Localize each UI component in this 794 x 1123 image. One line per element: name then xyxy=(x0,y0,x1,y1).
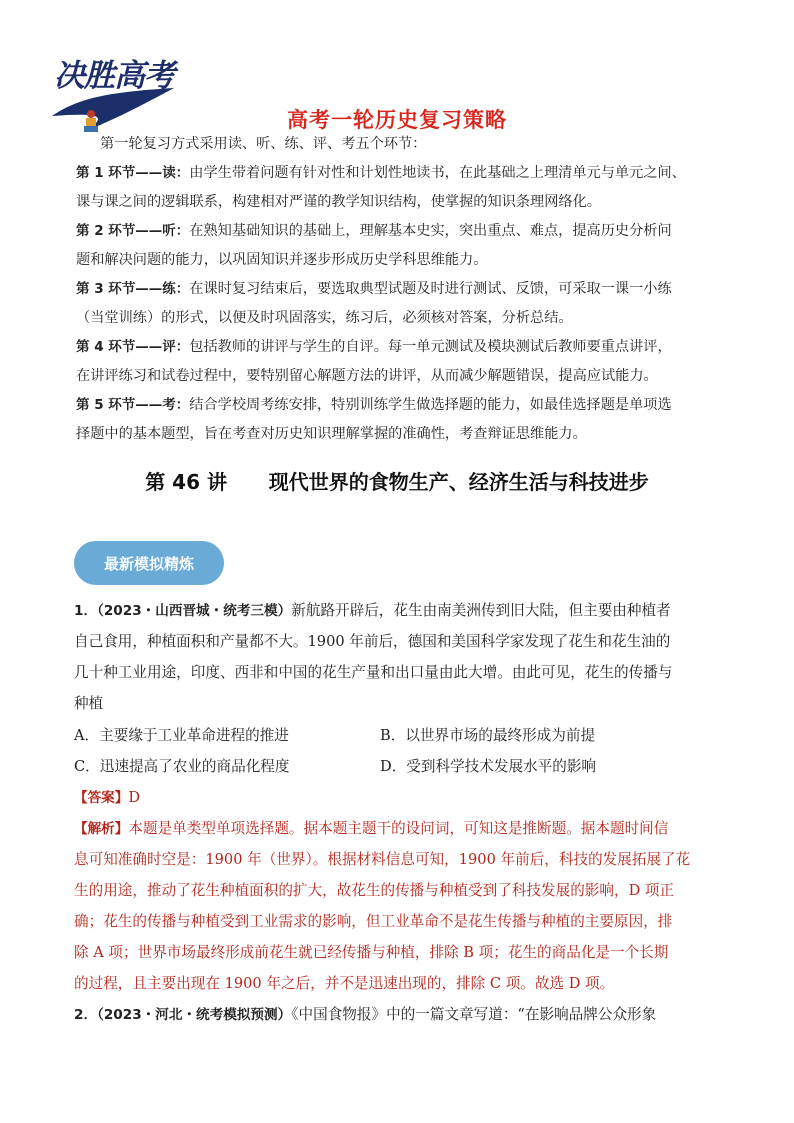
step-2-line-1: 第 2 环节——听：在熟知基础知识的基础上，理解基本史实，突出重点、难点，提高历史分析问 xyxy=(76,223,672,239)
q1-answer-label: 【答案】 xyxy=(74,790,129,806)
q1-analysis-line-5: 除 A 项；世界市场最终形成前花生就已经传播与种植，排除 B 项；花生的商品化是一个长期 xyxy=(74,944,669,961)
step-2-line-2: 题和解决问题的能力，以巩固知识并逐步形成历史学科思维能力。 xyxy=(76,252,488,268)
q1-analysis-line-1: 【解析】本题是单类型单项选择题。据本题主题干的设问词，可知这是推断题。据本题时间信 xyxy=(74,820,669,837)
q1-analysis-label: 【解析】 xyxy=(74,821,129,837)
q1-analysis-line-6: 的过程，且主要出现在 1900 年之后，并不是迅速出现的，排除 C 项。故选 D 项。 xyxy=(74,975,615,992)
step-3-line-2: （当堂训练）的形式，以便及时巩固落实，练习后，必须核对答案，分析总结。 xyxy=(76,310,573,326)
step-4-line-1: 第 4 环节——评：包括教师的讲评与学生的自评。每一单元测试及模块测试后教师要重点讲评， xyxy=(76,339,672,355)
step-1-label: 第 1 环节——读： xyxy=(76,165,190,181)
q1-answer-value: D xyxy=(128,789,141,806)
q1-analysis-line-4: 确；花生的传播与种植受到工业需求的影响，但工业革命不是花生传播与种植的主要原因，排 xyxy=(74,913,673,930)
q1-line-4: 种植 xyxy=(74,695,104,712)
q1-option-a: A．主要缘于工业革命进程的推进 xyxy=(74,727,289,744)
logo-text: 决胜高考 xyxy=(54,58,174,94)
lecture-title: 第 46 讲 现代世界的食物生产、经济生活与科技进步 xyxy=(145,470,649,494)
section-pill: 最新模拟精炼 xyxy=(74,541,224,585)
step-3-label: 第 3 环节——练： xyxy=(76,281,190,297)
step-4-label: 第 4 环节——评： xyxy=(76,339,190,355)
q1-answer xyxy=(74,782,724,814)
q1-option-b: B．以世界市场的最终形成为前提 xyxy=(380,727,596,744)
page-title: 高考一轮历史复习策略 xyxy=(287,108,507,132)
step-1-line-2: 课与课之间的逻辑联系，构建相对严谨的教学知识结构，使掌握的知识条理网络化。 xyxy=(76,194,601,210)
q1-analysis-line-2: 息可知准确时空是：1900 年（世界）。根据材料信息可知，1900 年前后，科技的发展拓展了花 xyxy=(74,851,691,868)
q1-line-2: 自己食用，种植面积和产量都不大。1900 年前后，德国和美国科学家发现了花生和花生油的 xyxy=(74,633,671,650)
intro-text: 第一轮复习方式采用读、听、练、评、考五个环节： xyxy=(100,136,427,152)
step-5-line-2: 择题中的基本题型，旨在考查对历史知识理解掌握的准确性，考查辩证思维能力。 xyxy=(76,426,587,442)
q2-line-1: 2．（2023・河北・统考模拟预测）《中国食物报》中的一篇文章写道：“在影响品牌公众形象 xyxy=(74,1006,657,1023)
q2-source: 2．（2023・河北・统考模拟预测） xyxy=(74,1007,292,1023)
step-3-line-1: 第 3 环节——练：在课时复习结束后，要选取典型试题及时进行测试、反馈，可采取一课一小练 xyxy=(76,281,672,297)
step-5-line-1: 第 5 环节——考：结合学校周考练安排，特别训练学生做选择题的能力，如最佳选择题是单项选 xyxy=(76,397,672,413)
q1-source: 1．（2023・山西晋城・统考三模） xyxy=(74,603,292,619)
step-4-line-2: 在讲评练习和试卷过程中，要特别留心解题方法的讲评，从而减少解题错误，提高应试能力。 xyxy=(76,368,658,384)
q1-line-1: 1．（2023・山西晋城・统考三模）新航路开辟后，花生由南美洲传到旧大陆，但主要由种植者 xyxy=(74,602,671,619)
q1-line-3: 几十种工业用途，印度、西非和中国的花生产量和出口量由此大增。由此可见，花生的传播与 xyxy=(74,664,673,681)
step-5-label: 第 5 环节——考： xyxy=(76,397,190,413)
q1-option-c: C．迅速提高了农业的商品化程度 xyxy=(74,758,290,775)
step-1-line-1: 第 1 环节——读：由学生带着问题有针对性和计划性地读书，在此基础之上理清单元与单元之间、 xyxy=(76,165,686,181)
step-2-label: 第 2 环节——听： xyxy=(76,223,190,239)
q1-option-d: D．受到科学技术发展水平的影响 xyxy=(380,758,597,775)
q1-analysis-line-3: 生的用途，推动了花生种植面积的扩大，故花生的传播与种植受到了科技发展的影响，D 项正 xyxy=(74,882,675,899)
